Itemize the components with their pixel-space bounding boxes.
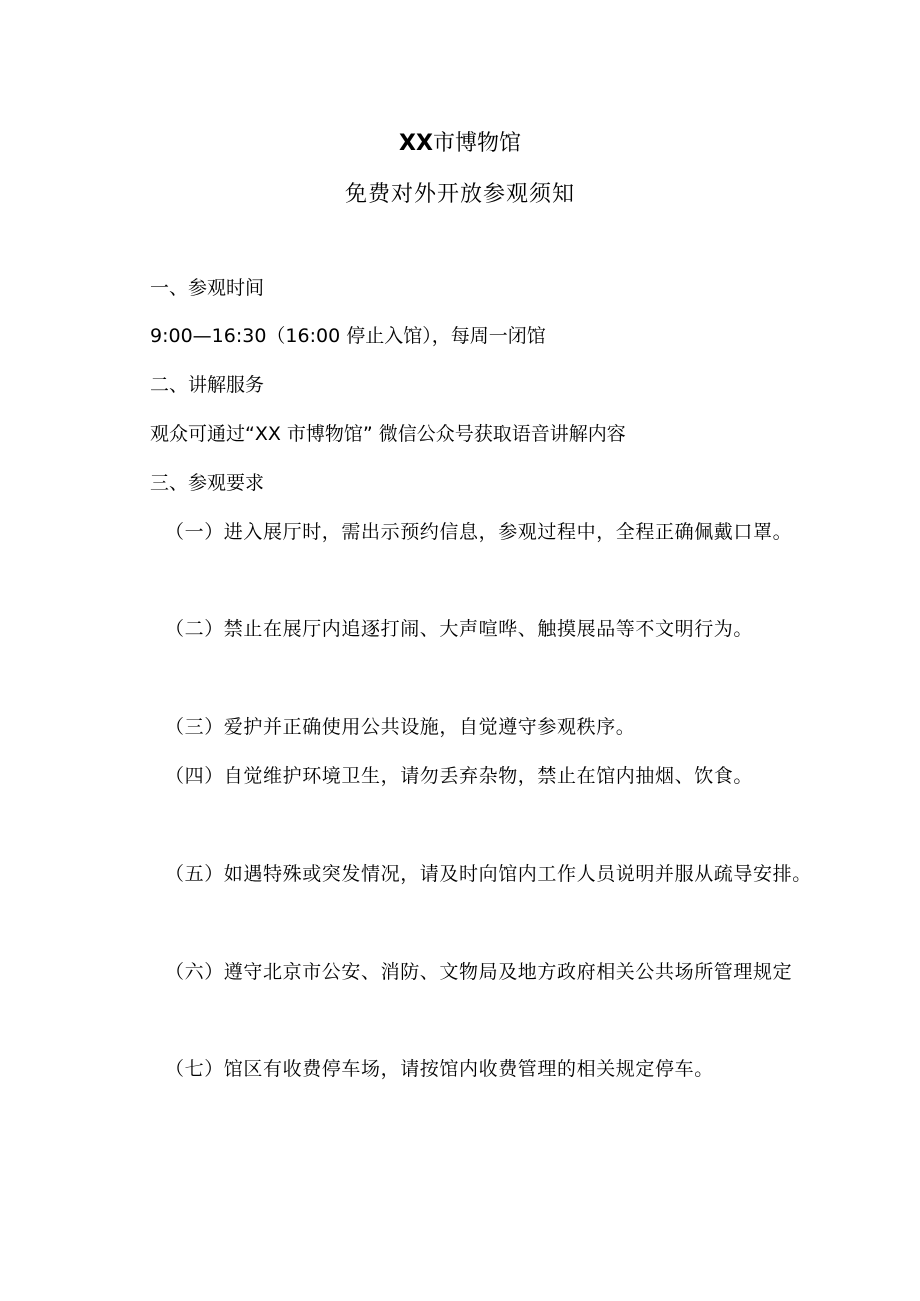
document-title (0, 129, 920, 159)
title-prefix: XX (399, 131, 433, 156)
section-body-guide-service: 观众可通过“XX 市博物馆” 微信公众号获取语音讲解内容 (150, 423, 626, 445)
requirement-item-2: （二）禁止在展厅内追逐打闹、大声喧哗、触摸展品等不文明行为。 (165, 618, 754, 640)
requirement-item-6: （六）遵守北京市公安、消防、文物局及地方政府相关公共场所管理规定 (165, 961, 793, 983)
section-heading-visit-time: 一、参观时间 (150, 277, 265, 299)
section-heading-guide-service: 二、讲解服务 (150, 374, 265, 396)
title-rest: 市博物馆 (432, 131, 521, 156)
requirement-item-3: （三）爱护并正确使用公共设施，自觉遵守参观秩序。 (165, 716, 636, 738)
section-body-visit-time: 9:00—16:30（16:00 停止入馆），每周一闭馆 (150, 325, 546, 347)
document-subtitle: 免费对外开放参观须知 (344, 182, 575, 207)
requirement-item-4: （四）自觉维护环境卫生，请勿丢弃杂物，禁止在馆内抽烟、饮食。 (165, 765, 754, 787)
requirement-item-7: （七）馆区有收费停车场，请按馆内收费管理的相关规定停车。 (165, 1058, 714, 1080)
requirement-item-5: （五）如遇特殊或突发情况，请及时向馆内工作人员说明并服从疏导安排。 (165, 863, 812, 885)
section-heading-visit-requirements: 三、参观要求 (150, 472, 265, 494)
requirement-item-1: （一）进入展厅时，需出示预约信息，参观过程中，全程正确佩戴口罩。 (165, 521, 793, 543)
